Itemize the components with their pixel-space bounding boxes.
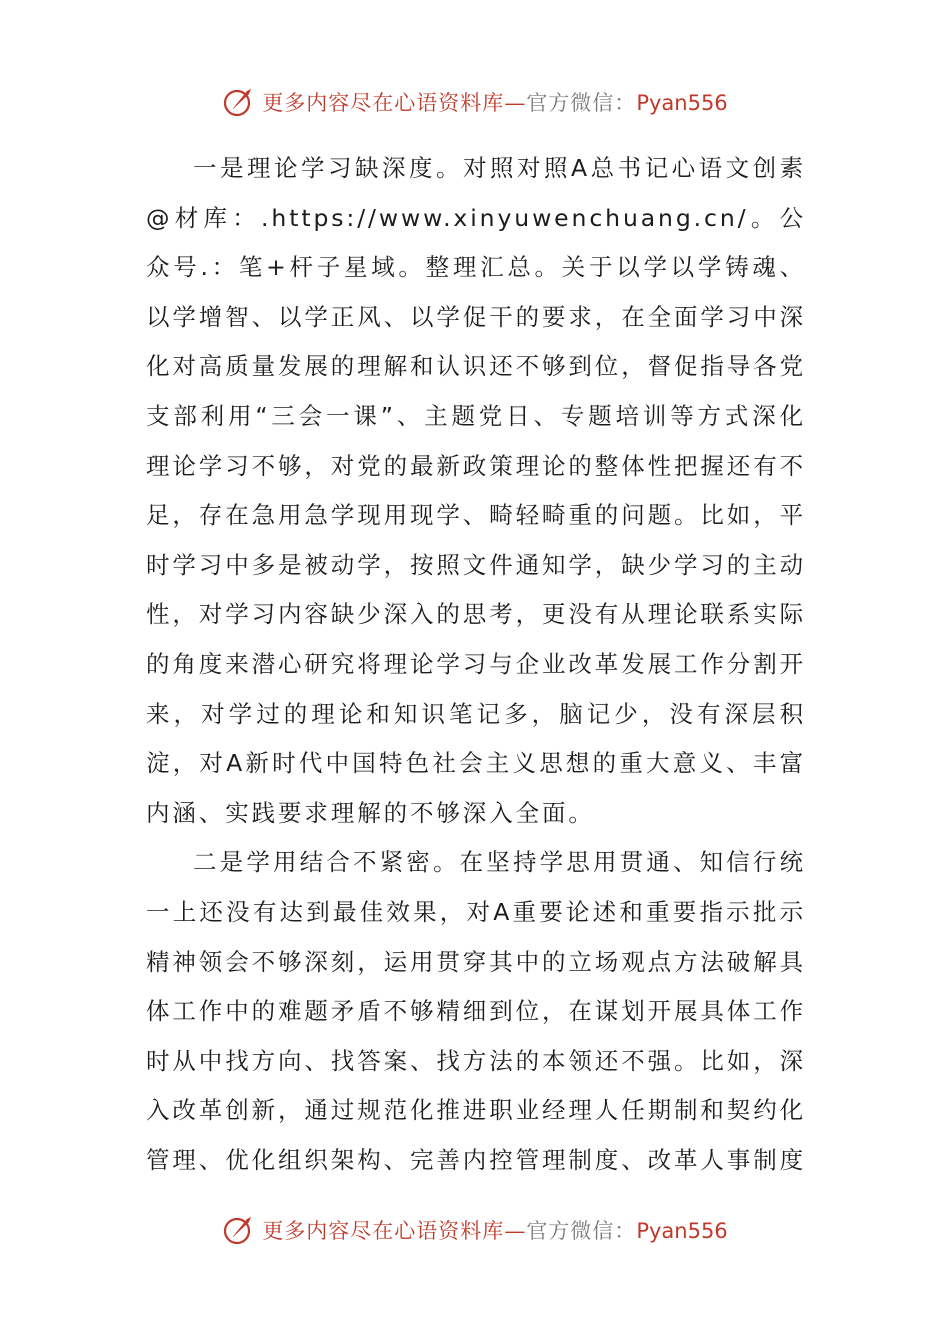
footer-banner-label: 官方微信： <box>526 1219 637 1243</box>
header-banner-label: 官方微信： <box>526 91 637 115</box>
header-banner <box>0 80 950 124</box>
header-wechat-id: Pyan556 <box>636 91 728 115</box>
document-body <box>146 144 806 1185</box>
footer-banner-text <box>262 1215 727 1245</box>
footer-wechat-id: Pyan556 <box>636 1219 728 1243</box>
quill-logo-icon <box>222 85 256 119</box>
footer-banner-title: 更多内容尽在心语资料库 <box>262 1219 505 1243</box>
header-banner-dash: — <box>504 91 527 115</box>
footer-banner <box>0 1208 950 1252</box>
header-banner-title: 更多内容尽在心语资料库 <box>262 91 505 115</box>
paragraph-theory-study: 一是理论学习缺深度。对照对照A总书记心语文创素@材库：.https://www.xinyuwenchuang.cn/。公众号.：笔+杆子星域。整理汇总。关于以学以学铸魂、以学增智、以学正风、以学促干的要求，在全面学习中深化对高质量发展的理解和认识还不够到位，督促指导各党支部利用“三会一课”、主题党日、专题培训等方式深化理论学习不够，对党的最新政策理论的整体性把握还有不足，存在急用急学现用现学、畸轻畸重的问题。比如，平时学习中多是被动学，按照文件通知学，缺少学习的主动性，对学习内容缺少深入的思考，更没有从理论联系实际的角度来潜心研究将理论学习与企业改革发展工作分割开来，对学过的理论和知识笔记多，脑记少，没有深层积淀，对A新时代中国特色社会主义思想的重大意义、丰富内涵、实践要求理解的不够深入全面。 <box>146 154 806 827</box>
footer-banner-dash: — <box>504 1219 527 1243</box>
header-banner-text <box>262 87 727 117</box>
paragraph-study-application: 二是学用结合不紧密。在坚持学思用贯通、知信行统一上还没有达到最佳效果，对A重要论述和重要指示批示精神领会不够深刻，运用贯穿其中的立场观点方法破解具体工作中的难题矛盾不够精细到位，在谋划开展具体工作时从中找方向、找答案、找方法的本领还不强。比如，深入改革创新，通过规范化推进职业经理人任期制和契约化管理、优化组织架构、完善内控管理制度、改革人事制度 <box>146 848 806 1174</box>
quill-logo-icon <box>222 1213 256 1247</box>
